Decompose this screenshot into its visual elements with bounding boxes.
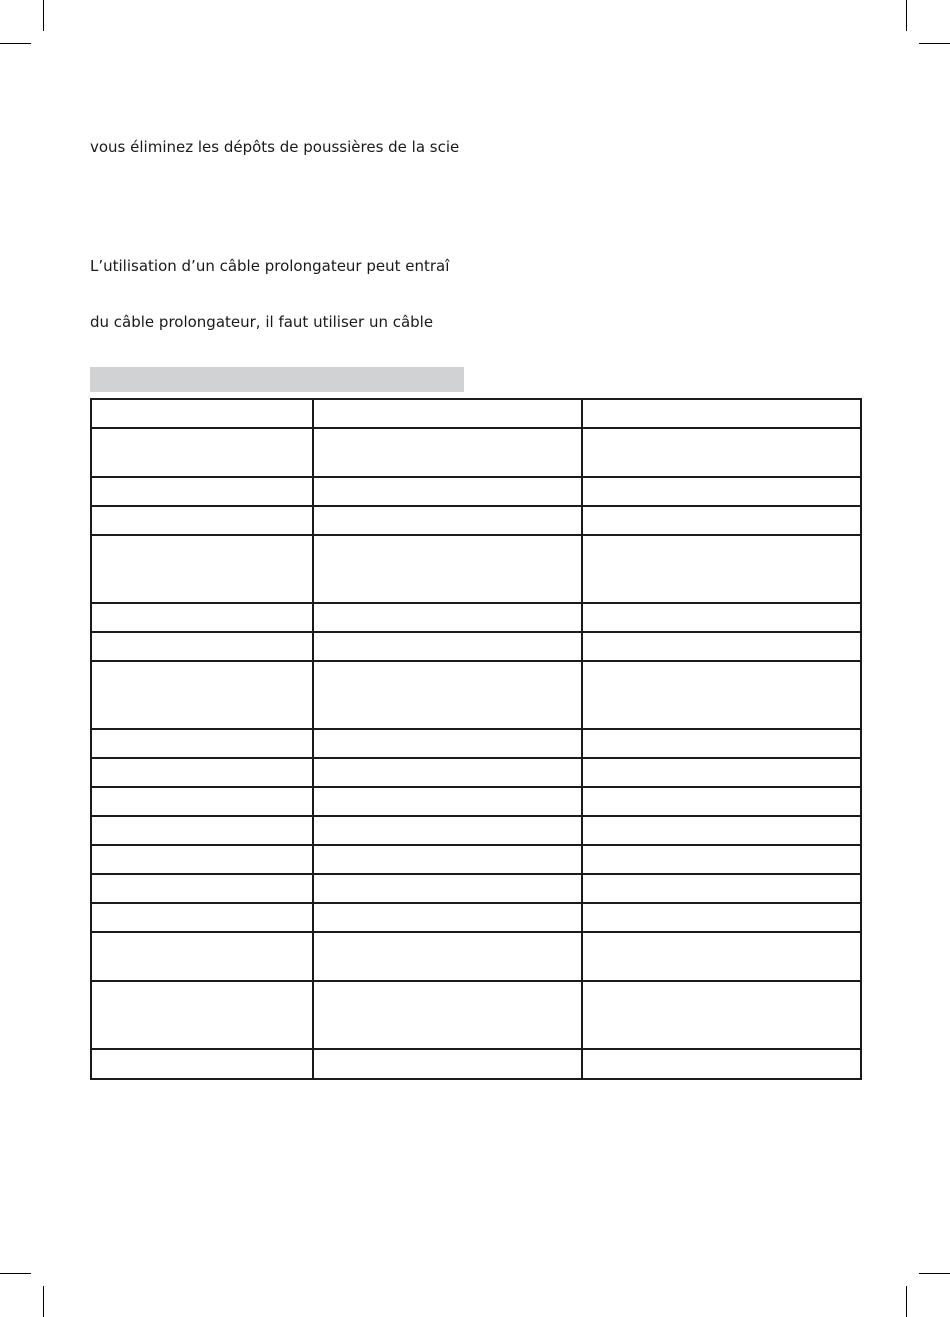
paragraph-extension-cable-requirement: du câble prolongateur, il faut utiliser un câble bbox=[90, 313, 434, 331]
crop-mark-bottom-left-horizontal bbox=[0, 1273, 31, 1274]
table-row bbox=[91, 845, 861, 874]
table-cell bbox=[91, 632, 313, 661]
table-cell bbox=[582, 399, 861, 428]
table-row bbox=[91, 603, 861, 632]
table-cell bbox=[91, 1049, 313, 1079]
table-cell bbox=[313, 932, 582, 981]
table-row bbox=[91, 506, 861, 535]
table-cell bbox=[313, 874, 582, 903]
table-cell bbox=[91, 477, 313, 506]
table-cell bbox=[91, 903, 313, 932]
table-cell bbox=[313, 428, 582, 477]
table-cell bbox=[582, 903, 861, 932]
table-cell bbox=[91, 535, 313, 603]
table-cell bbox=[582, 661, 861, 729]
table-cell bbox=[582, 535, 861, 603]
paragraph-extension-cable-usage: L’utilisation d’un câble prolongateur peut entraî bbox=[90, 257, 450, 275]
table-cell bbox=[313, 477, 582, 506]
crop-mark-bottom-left-vertical bbox=[43, 1286, 44, 1317]
table-cell bbox=[313, 845, 582, 874]
table-cell bbox=[91, 816, 313, 845]
table-row bbox=[91, 729, 861, 758]
crop-mark-top-left-horizontal bbox=[0, 43, 31, 44]
section-heading-bar bbox=[90, 367, 464, 392]
table-cell bbox=[313, 661, 582, 729]
table-cell bbox=[582, 932, 861, 981]
table-row bbox=[91, 787, 861, 816]
table-row bbox=[91, 981, 861, 1049]
table-cell bbox=[91, 874, 313, 903]
table-row bbox=[91, 535, 861, 603]
table-cell bbox=[582, 845, 861, 874]
table-cell bbox=[91, 845, 313, 874]
table-cell bbox=[313, 729, 582, 758]
specifications-table bbox=[90, 398, 862, 1080]
table-cell bbox=[91, 661, 313, 729]
table-cell bbox=[91, 729, 313, 758]
table-cell bbox=[313, 787, 582, 816]
table-cell bbox=[582, 477, 861, 506]
table-row bbox=[91, 399, 861, 428]
table-cell bbox=[313, 399, 582, 428]
table-cell bbox=[313, 816, 582, 845]
table-cell bbox=[582, 787, 861, 816]
table-cell bbox=[582, 816, 861, 845]
table-cell bbox=[582, 1049, 861, 1079]
table-cell bbox=[582, 874, 861, 903]
table-cell bbox=[582, 603, 861, 632]
table-cell bbox=[582, 758, 861, 787]
table-cell bbox=[313, 535, 582, 603]
table-cell bbox=[313, 758, 582, 787]
table-cell bbox=[313, 981, 582, 1049]
table-cell bbox=[582, 981, 861, 1049]
table-cell bbox=[91, 506, 313, 535]
table-cell bbox=[91, 932, 313, 981]
table-row bbox=[91, 632, 861, 661]
table-row bbox=[91, 903, 861, 932]
table-row bbox=[91, 661, 861, 729]
table-cell bbox=[91, 758, 313, 787]
paragraph-dust-removal: vous éliminez les dépôts de poussières de la scie bbox=[90, 138, 460, 156]
table-row bbox=[91, 428, 861, 477]
table-row bbox=[91, 758, 861, 787]
table-row bbox=[91, 874, 861, 903]
table-row bbox=[91, 816, 861, 845]
table-cell bbox=[313, 903, 582, 932]
table-cell bbox=[91, 603, 313, 632]
table-row bbox=[91, 1049, 861, 1079]
crop-mark-top-right-vertical bbox=[906, 0, 907, 31]
table-cell bbox=[91, 981, 313, 1049]
table-cell bbox=[582, 729, 861, 758]
table-cell bbox=[313, 603, 582, 632]
table-cell bbox=[313, 506, 582, 535]
table-cell bbox=[91, 787, 313, 816]
table-row bbox=[91, 932, 861, 981]
crop-mark-bottom-right-horizontal bbox=[919, 1273, 950, 1274]
crop-mark-top-left-vertical bbox=[43, 0, 44, 31]
table-cell bbox=[91, 428, 313, 477]
table-cell bbox=[582, 506, 861, 535]
table-cell bbox=[313, 1049, 582, 1079]
table-cell bbox=[313, 632, 582, 661]
table-cell bbox=[91, 399, 313, 428]
table-row bbox=[91, 477, 861, 506]
crop-mark-bottom-right-vertical bbox=[906, 1286, 907, 1317]
table-cell bbox=[582, 632, 861, 661]
crop-mark-top-right-horizontal bbox=[919, 43, 950, 44]
table-cell bbox=[582, 428, 861, 477]
